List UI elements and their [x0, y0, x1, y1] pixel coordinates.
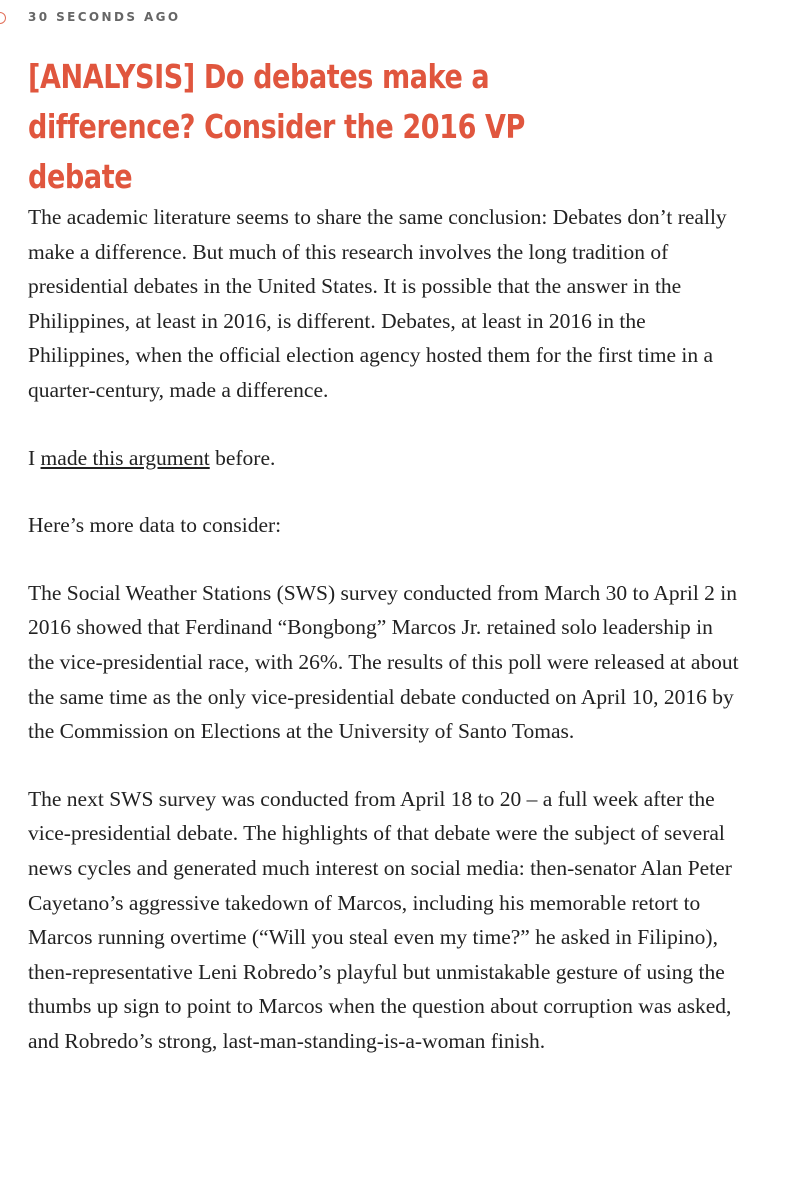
paragraph-next-survey: The next SWS survey was conducted from April 18 to 20 – a full week after the vice-presidential debate. The highlights of that debate were the subject of several news cycles and generated much interest on social media: then-senator Alan Peter Cayetano’s aggressive takedown of Marcos, including his memorable retort to Marcos running overtime (“Will you steal even my time?” he asked in Filipino), then-representative Leni Robredo’s playful but unmistakable gesture of using the thumbs up sign to point to Marcos when the question about corruption was asked, and Robredo’s strong, last-man-standing-is-a-woman finish. [28, 786, 732, 1053]
article-headline[interactable]: [ANALYSIS] Do debates make a difference? Consider the 2016 VP debate [28, 57, 525, 196]
paragraph-argument [28, 441, 740, 476]
made-this-argument-link[interactable]: made this argument [40, 445, 210, 470]
timestamp: 30 SECONDS AGO [28, 10, 181, 24]
paragraph-intro: The academic literature seems to share the same conclusion: Debates don’t really make a difference. But much of this research involves the long tradition of presidential debates in the United States. It is possible that the answer in the Philippines, at least in 2016, is different. Debates, at least in 2016 in the Philippines, when the official election agency hosted them for the first time in a quarter-century, made a difference. [28, 205, 727, 402]
paragraph-argument-suffix: before. [209, 445, 276, 470]
article-body [28, 200, 740, 1091]
timeline-dot-icon [0, 12, 6, 24]
paragraph-sws-survey: The Social Weather Stations (SWS) survey conducted from March 30 to April 2 in 2016 showed that Ferdinand “Bongbong” Marcos Jr. retained solo leadership in the vice-presidential race, with 26%. The results of this poll were released at about the same time as the only vice-presidential debate conducted on April 10, 2016 by the Commission on Elections at the University of Santo Tomas. [28, 580, 739, 744]
paragraph-more-data: Here’s more data to consider: [28, 513, 282, 538]
paragraph-argument-prefix: I [28, 445, 41, 470]
